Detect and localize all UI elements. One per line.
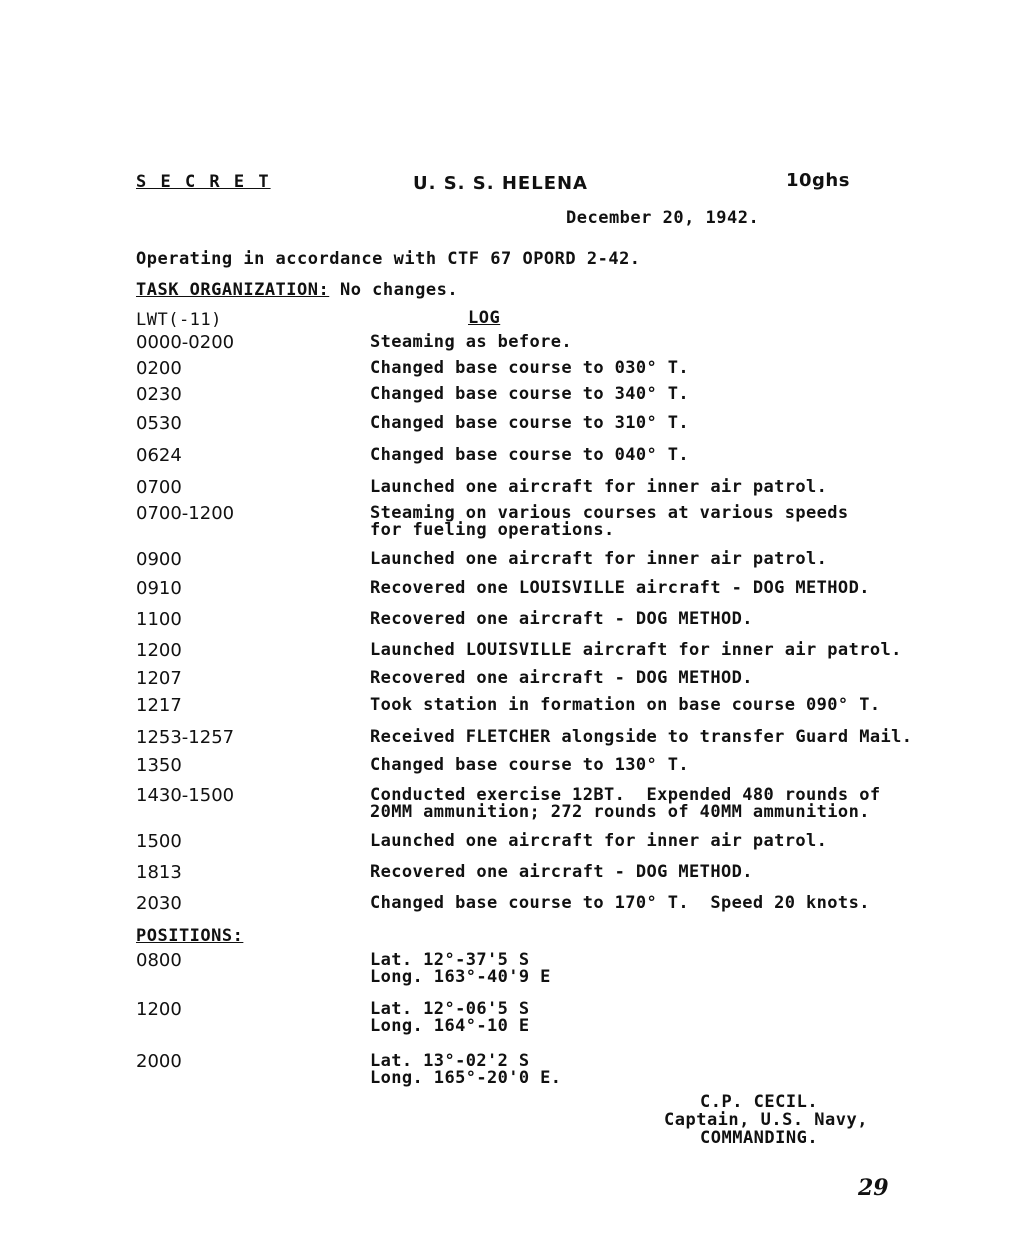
log-text: Recovered one aircraft - DOG METHOD. — [370, 862, 753, 882]
log-time: 1100 — [136, 609, 182, 630]
log-text: Launched one aircraft for inner air patrol. — [370, 477, 828, 497]
log-time: 0700 — [136, 477, 182, 498]
log-time: 2030 — [136, 893, 182, 914]
log-text: Recovered one LOUISVILLE aircraft - DOG METHOD. — [370, 578, 870, 598]
log-text: Recovered one aircraft - DOG METHOD. — [370, 609, 753, 629]
log-text: Launched one aircraft for inner air patrol. — [370, 831, 828, 851]
log-text: Changed base course to 130° T. — [370, 755, 690, 775]
log-time: 1253-1257 — [136, 727, 235, 748]
position-time: 0800 — [136, 950, 182, 971]
log-time: 1813 — [136, 862, 182, 883]
signature-rank: Captain, U.S. Navy, — [664, 1110, 868, 1130]
operating-statement: Operating in accordance with CTF 67 OPORD 2-42. — [136, 249, 641, 269]
log-time: 1207 — [136, 668, 182, 689]
log-text: Changed base course to 030° T. — [370, 358, 690, 378]
log-text: Changed base course to 310° T. — [370, 413, 690, 433]
log-time: 1350 — [136, 755, 182, 776]
log-time: 1200 — [136, 640, 182, 661]
log-time: 0900 — [136, 549, 182, 570]
task-organization-value: No changes. — [329, 280, 459, 300]
log-text: Steaming on various courses at various speeds for fueling operations. — [370, 503, 849, 540]
log-time: 1500 — [136, 831, 182, 852]
position-time: 2000 — [136, 1051, 182, 1072]
log-time: 0624 — [136, 445, 182, 466]
log-time: 0910 — [136, 578, 182, 599]
document-date: December 20, 1942. — [566, 208, 760, 228]
log-text: Steaming as before. — [370, 332, 573, 352]
page-number: 29 — [858, 1175, 889, 1201]
log-text: Launched one aircraft for inner air patrol. — [370, 549, 828, 569]
log-text: Conducted exercise 12BT. Expended 480 rounds of 20MM ammunition; 272 rounds of 40MM ammunition. — [370, 785, 881, 822]
document-code: 10ghs — [786, 170, 850, 191]
ship-name: U. S. S. HELENA — [413, 173, 588, 194]
log-time: 0200 — [136, 358, 182, 379]
log-time: 0230 — [136, 384, 182, 405]
task-organization-line — [136, 281, 458, 299]
log-text: Launched LOUISVILLE aircraft for inner air patrol. — [370, 640, 902, 660]
signature-title: COMMANDING. — [700, 1128, 819, 1148]
log-text: Changed base course to 040° T. — [370, 445, 690, 465]
position-coordinates: Lat. 12°-37'5 S Long. 163°-40'9 E — [370, 950, 551, 987]
classification-marking: S E C R E T — [136, 172, 271, 192]
log-text: Took station in formation on base course 090° T. — [370, 695, 881, 715]
log-time: 0530 — [136, 413, 182, 434]
positions-heading: POSITIONS: — [136, 926, 244, 946]
log-text: Recovered one aircraft - DOG METHOD. — [370, 668, 753, 688]
position-coordinates: Lat. 13°-02'2 S Long. 165°-20'0 E. — [370, 1051, 562, 1088]
log-text: Changed base course to 170° T. Speed 20 knots. — [370, 893, 870, 913]
log-time: 0000-0200 — [136, 332, 235, 353]
time-zone-label: LWT(-11) — [136, 310, 222, 330]
log-time: 0700-1200 — [136, 503, 235, 524]
log-heading: LOG — [468, 308, 501, 328]
log-text: Received FLETCHER alongside to transfer Guard Mail. — [370, 727, 913, 747]
log-time: 1430-1500 — [136, 785, 235, 806]
position-coordinates: Lat. 12°-06'5 S Long. 164°-10 E — [370, 999, 530, 1036]
log-time: 1217 — [136, 695, 182, 716]
position-time: 1200 — [136, 999, 182, 1020]
signature-name: C.P. CECIL. — [700, 1092, 819, 1112]
task-organization-label: TASK ORGANIZATION: — [136, 280, 330, 300]
log-text: Changed base course to 340° T. — [370, 384, 690, 404]
